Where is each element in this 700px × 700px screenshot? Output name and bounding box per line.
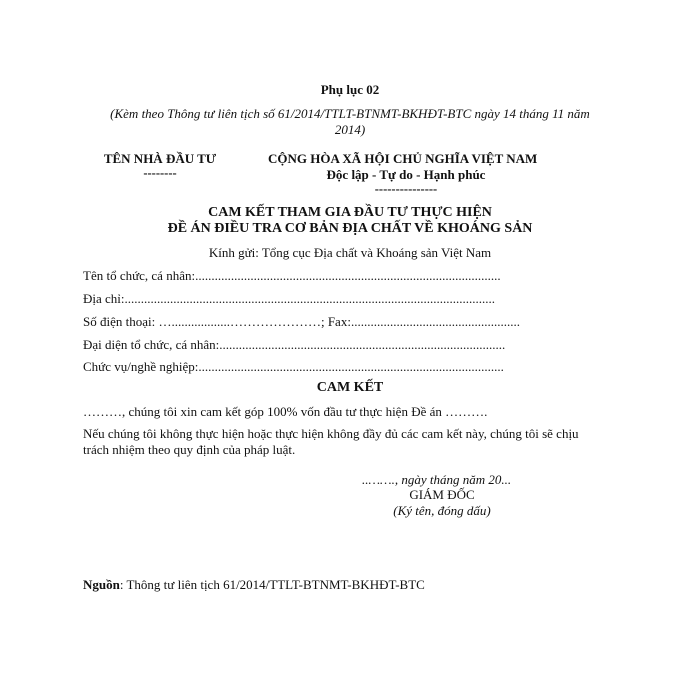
source-label: Nguồn [83,577,120,592]
signature-date-line: ..……., ngày tháng năm 20... [362,472,512,487]
appendix-subtitle-line2: 2014) [334,122,366,137]
commitment-statement: ………, chúng tôi xin cam kết góp 100% vốn đầu tư thực hiện Đề án ………. [83,404,488,419]
commitment-liability-line2: trách nhiệm theo quy định của pháp luật. [83,442,296,457]
source-line [83,577,425,593]
field-position: Chức vụ/nghề nghiệp:.............................................................................................. [83,359,504,374]
commitment-heading: CAM KẾT [316,380,384,395]
field-representative: Đại diện tổ chức, cá nhân:........................................................................................ [83,337,506,352]
signature-role: GIÁM ĐỐC [409,487,475,502]
national-title: CỘNG HÒA XÃ HỘI CHỦ NGHĨA VIỆT NAM [268,151,538,166]
appendix-title: Phụ lục 02 [320,82,380,97]
investor-name-heading: TÊN NHÀ ĐẦU TƯ [103,151,217,166]
investor-rule: -------- [143,166,177,180]
appendix-subtitle-line1: (Kèm theo Thông tư liên tịch số 61/2014/TTLT-BTNMT-BKHĐT-BTC ngày 14 tháng 11 năm [110,106,590,121]
field-address: Địa chỉ:.................................................................................................................. [83,291,496,306]
commitment-liability-line1: Nếu chúng tôi không thực hiện hoặc thực hiện không đầy đủ các cam kết này, chúng tôi sẽ chịu [83,426,579,441]
field-phone-fax: Số điện thoại: …..................…………………; Fax:.................................................... [83,314,520,329]
national-motto: Độc lập - Tự do - Hạnh phúc [326,167,486,182]
recipient-line: Kính gửi: Tổng cục Địa chất và Khoáng sản Việt Nam [208,245,492,260]
field-organization-name: Tên tổ chức, cá nhân:.............................................................................................. [83,268,501,283]
document-title-line2: ĐỀ ÁN ĐIỀU TRA CƠ BẢN ĐỊA CHẤT VỀ KHOÁNG SẢN [167,221,533,236]
source-text: : Thông tư liên tịch 61/2014/TTLT-BTNMT-BKHĐT-BTC [119,577,425,592]
signature-note: (Ký tên, đóng dấu) [393,503,491,518]
national-rule: --------------- [374,182,438,196]
document-title-line1: CAM KẾT THAM GIA ĐẦU TƯ THỰC HIỆN [208,205,492,220]
